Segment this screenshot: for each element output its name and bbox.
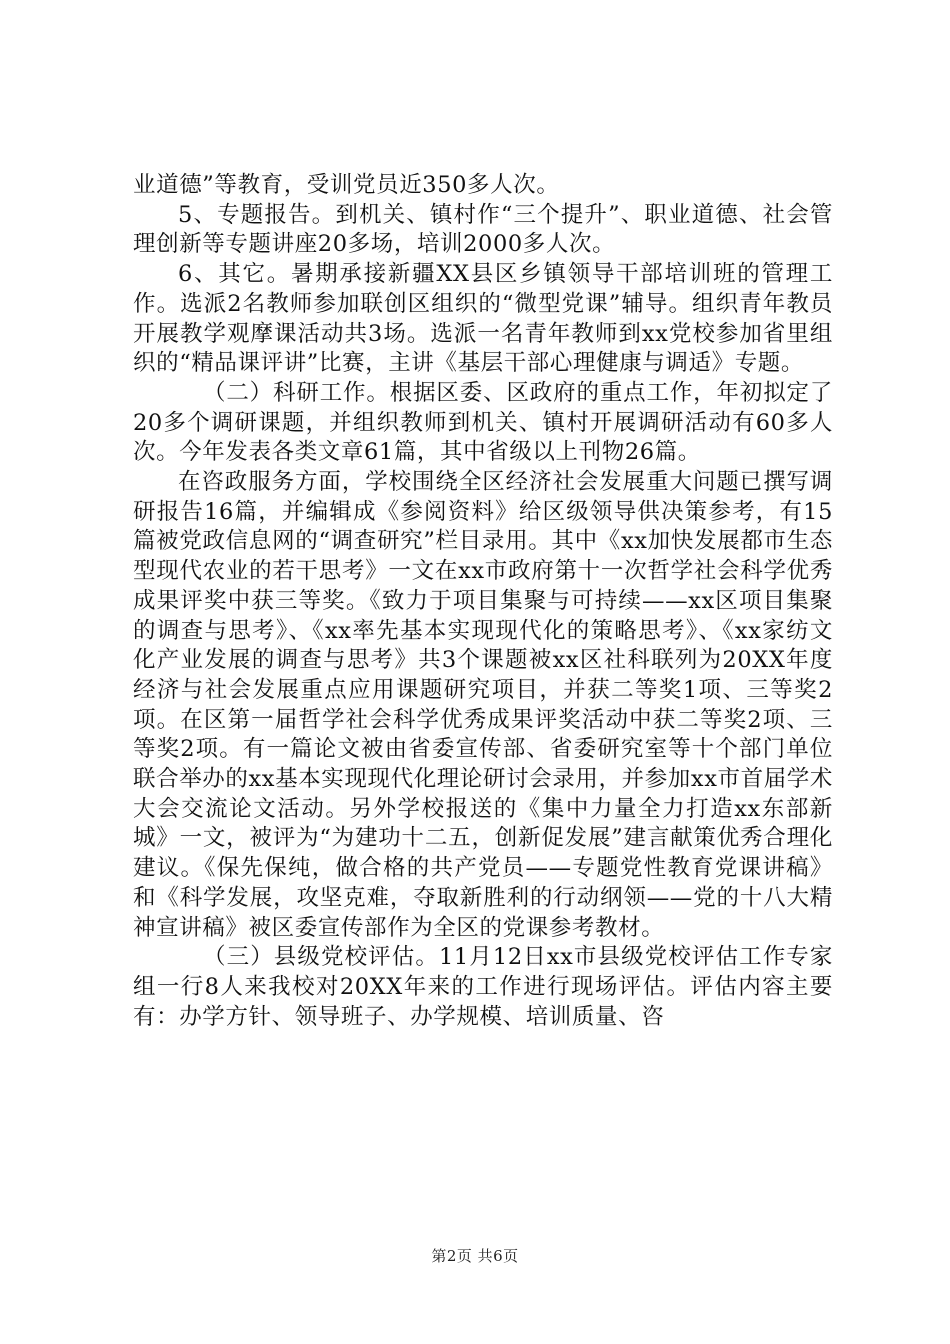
page-number-footer: 第2页 共6页 — [431, 1247, 519, 1265]
paragraph-item-6: 6、其它。暑期承接新疆XX县区乡镇领导干部培训班的管理工作。选派2名教师参加联创区组织的“微型党课”辅导。组织青年教员开展教学观摩课活动共3场。选派一名青年教师到xx党校参加省里组织的“精品课评讲”比赛，主讲《基层干部心理健康与调适》专题。 — [133, 261, 833, 377]
document-body — [133, 171, 833, 1032]
paragraph-consulting: 在咨政服务方面，学校围绕全区经济社会发展重大问题已撰写调研报告16篇，并编辑成《参阅资料》给区级领导供决策参考，有15篇被党政信息网的“调查研究”栏目录用。其中《xx加快发展都市生态型现代农业的若干思考》一文在xx市政府第十一次哲学社会科学优秀成果评奖中获三等奖。《致力于项目集聚与可持续——xx区项目集聚的调查与思考》、《xx率先基本实现现代化的策略思考》、《xx家纺文化产业发展的调查与思考》共3个课题被xx区社科联列为20XX年度经济与社会发展重点应用课题研究项目，并获二等奖1项、三等奖2项。在区第一届哲学社会科学优秀成果评奖活动中获二等奖2项、三等奖2项。有一篇论文被由省委宣传部、省委研究室等十个部门单位联合举办的xx基本实现现代化理论研讨会录用，并参加xx市首届学术大会交流论文活动。另外学校报送的《集中力量全力打造xx东部新城》一文，被评为“为建功十二五，创新促发展”建言献策优秀合理化建议。《保先保纯，做合格的共产党员——专题党性教育党课讲稿》和《科学发展，攻坚克难，夺取新胜利的行动纲领——党的十八大精神宣讲稿》被区委宣传部作为全区的党课参考教材。 — [133, 469, 833, 941]
paragraph-item-5: 5、专题报告。到机关、镇村作“三个提升”、职业道德、社会管理创新等专题讲座20多场，培训2000多人次。 — [133, 201, 833, 258]
paragraph-continuation: 业道德”等教育，受训党员近350多人次。 — [133, 172, 560, 198]
paragraph-section-2: （二）科研工作。根据区委、区政府的重点工作，年初拟定了20多个调研课题，并组织教师到机关、镇村开展调研活动有60多人次。今年发表各类文章61篇，其中省级以上刊物26篇。 — [133, 379, 833, 466]
paragraph-section-3: （三）县级党校评估。11月12日xx市县级党校评估工作专家组一行8人来我校对20XX年来的工作进行现场评估。评估内容主要有：办学方针、领导班子、办学规模、培训质量、咨 — [133, 944, 833, 1030]
